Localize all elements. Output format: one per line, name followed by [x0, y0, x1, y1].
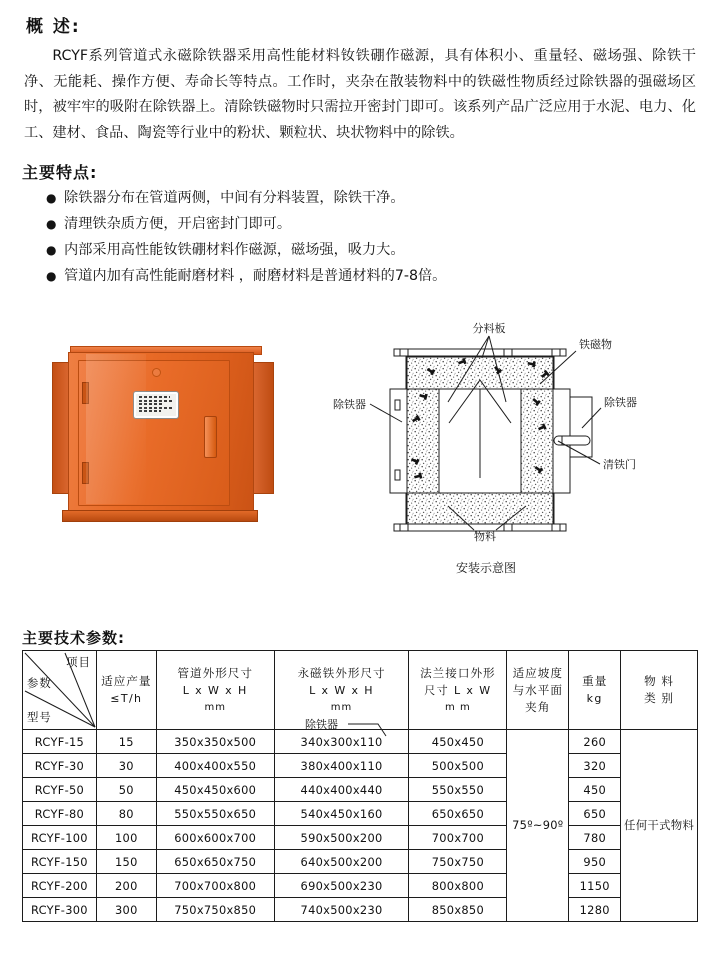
list-item	[46, 238, 646, 262]
cell-model: RCYF-50	[23, 778, 97, 802]
cell-magnet-dimensions: 640x500x200	[274, 850, 409, 874]
cell-material-category-merged: 任何干式物料	[621, 730, 698, 922]
cell-duct-dimensions: 600x600x700	[156, 826, 274, 850]
diagram-label-separator-left-text: 除铁器	[305, 718, 338, 731]
diagram-label-ferrous: 铁磁物	[579, 338, 612, 351]
table-row	[23, 874, 698, 898]
cell-flange-dimensions: 550x550	[409, 778, 507, 802]
cell-flange-dimensions: 750x750	[409, 850, 507, 874]
cell-duct-dimensions: 400x400x550	[156, 754, 274, 778]
photo-door-handle	[204, 416, 217, 458]
cell-duct-dimensions: 650x650x750	[156, 850, 274, 874]
cell-flange-dimensions: 850x850	[409, 898, 507, 922]
cell-duct-dimensions: 750x750x850	[156, 898, 274, 922]
cell-weight: 320	[569, 754, 621, 778]
table-row	[23, 898, 698, 922]
list-item-label: 管道内加有高性能耐磨材料 ，耐磨材料是普通材料的7-8倍。	[64, 268, 447, 284]
spec-table-body	[23, 730, 698, 922]
table-row	[23, 730, 698, 754]
header-capacity: 适应产量 ≤T/h	[96, 651, 156, 730]
product-photo	[46, 330, 336, 552]
cell-weight: 650	[569, 802, 621, 826]
cell-capacity: 50	[96, 778, 156, 802]
bullet-icon: ●	[46, 269, 57, 283]
cell-magnet-dimensions: 740x500x230	[274, 898, 409, 922]
cell-weight: 1150	[569, 874, 621, 898]
header-material-category: 物 料 类 别	[621, 651, 698, 730]
cell-magnet-dimensions: 690x500x230	[274, 874, 409, 898]
diagram-label-clean-door: 清铁门	[603, 458, 636, 471]
cell-capacity: 80	[96, 802, 156, 826]
cell-flange-dimensions: 500x500	[409, 754, 507, 778]
header-weight: 重量 kg	[569, 651, 621, 730]
list-item	[46, 212, 646, 236]
photo-nameplate	[134, 392, 178, 418]
photo-knob	[152, 368, 161, 377]
diagram-label-separator-left: 除铁器	[333, 398, 366, 411]
cell-weight: 1280	[569, 898, 621, 922]
cell-magnet-dimensions: 590x500x200	[274, 826, 409, 850]
cell-flange-dimensions: 450x450	[409, 730, 507, 754]
bullet-icon: ●	[46, 217, 57, 231]
overview-heading: 概 述:	[26, 17, 81, 37]
corner-label-item: 项目	[66, 655, 91, 669]
cell-flange-dimensions: 650x650	[409, 802, 507, 826]
cell-duct-dimensions: 550x550x650	[156, 802, 274, 826]
list-item-label: 除铁器分布在管道两侧，中间有分料装置，除铁干净。	[64, 190, 405, 206]
cell-magnet-dimensions: 340x300x110	[274, 730, 409, 754]
list-item	[46, 264, 646, 288]
cell-capacity: 150	[96, 850, 156, 874]
cell-slope-angle-merged: 75º~90º	[507, 730, 569, 922]
header-magnet-dimensions: 永磁铁外形尺寸 L x W x H mm	[274, 651, 409, 730]
installation-diagram	[333, 318, 706, 586]
cell-duct-dimensions: 700x700x800	[156, 874, 274, 898]
cell-model: RCYF-100	[23, 826, 97, 850]
diagram-label-separator-right: 除铁器	[604, 396, 637, 409]
header-duct-dimensions: 管道外形尺寸 L x W x H mm	[156, 651, 274, 730]
list-item-label: 内部采用高性能钕铁硼材料作磁源，磁场强，吸力大。	[64, 242, 405, 258]
header-corner-cell	[23, 651, 97, 730]
cell-duct-dimensions: 450x450x600	[156, 778, 274, 802]
table-row	[23, 826, 698, 850]
cell-flange-dimensions: 800x800	[409, 874, 507, 898]
diagram-label-splitter: 分料板	[472, 322, 506, 335]
spec-table	[22, 650, 698, 922]
features-heading: 主要特点:	[22, 163, 98, 182]
cell-weight: 260	[569, 730, 621, 754]
cell-duct-dimensions: 350x350x500	[156, 730, 274, 754]
cell-flange-dimensions: 700x700	[409, 826, 507, 850]
corner-label-param: 参数	[27, 676, 52, 690]
diagram-label-material: 物料	[474, 530, 496, 543]
photo-hinge-lower	[82, 462, 89, 484]
photo-base-frame	[62, 510, 258, 522]
corner-label-model: 型号	[27, 710, 52, 724]
cell-weight: 780	[569, 826, 621, 850]
header-slope-angle: 适应坡度 与水平面 夹角	[507, 651, 569, 730]
cell-magnet-dimensions: 440x400x440	[274, 778, 409, 802]
header-flange-dimensions: 法兰接口外形 尺寸 L x W m m	[409, 651, 507, 730]
cell-model: RCYF-15	[23, 730, 97, 754]
table-row	[23, 754, 698, 778]
cell-magnet-dimensions: 380x400x110	[274, 754, 409, 778]
diagram-caption: 安装示意图	[455, 561, 517, 575]
photo-hinge-upper	[82, 382, 89, 404]
cell-weight: 950	[569, 850, 621, 874]
cell-magnet-dimensions: 540x450x160	[274, 802, 409, 826]
table-row	[23, 850, 698, 874]
cell-model: RCYF-150	[23, 850, 97, 874]
diagram-svg	[333, 318, 706, 586]
cell-model: RCYF-200	[23, 874, 97, 898]
cell-capacity: 200	[96, 874, 156, 898]
spec-table-heading: 主要技术参数:	[22, 629, 125, 647]
cell-weight: 450	[569, 778, 621, 802]
cell-model: RCYF-80	[23, 802, 97, 826]
features-list	[46, 186, 646, 290]
bullet-icon: ●	[46, 243, 57, 257]
cell-capacity: 30	[96, 754, 156, 778]
cell-model: RCYF-300	[23, 898, 97, 922]
cell-capacity: 100	[96, 826, 156, 850]
table-row	[23, 778, 698, 802]
list-item	[46, 186, 646, 210]
table-row	[23, 802, 698, 826]
cell-capacity: 15	[96, 730, 156, 754]
bullet-icon: ●	[46, 191, 57, 205]
cell-model: RCYF-30	[23, 754, 97, 778]
cell-capacity: 300	[96, 898, 156, 922]
list-item-label: 清理铁杂质方便，开启密封门即可。	[64, 216, 292, 232]
table-header-row	[23, 651, 698, 730]
overview-paragraph: RCYF系列管道式永磁除铁器采用高性能材料钕铁硼作磁源，具有体积小、重量轻、磁场强、除铁干净、无能耗、操作方便、寿命长等特点。工作时，夹杂在散装物料中的铁磁性物质经过除铁器的强磁场区时，被牢牢的吸附在除铁器上。清除铁磁物时只需拉开密封门即可。该系列产品广泛应用于水泥、电力、化工、建材、食品、陶瓷等行业中的粉状、颗粒状、块状物料中的除铁。	[24, 48, 696, 141]
